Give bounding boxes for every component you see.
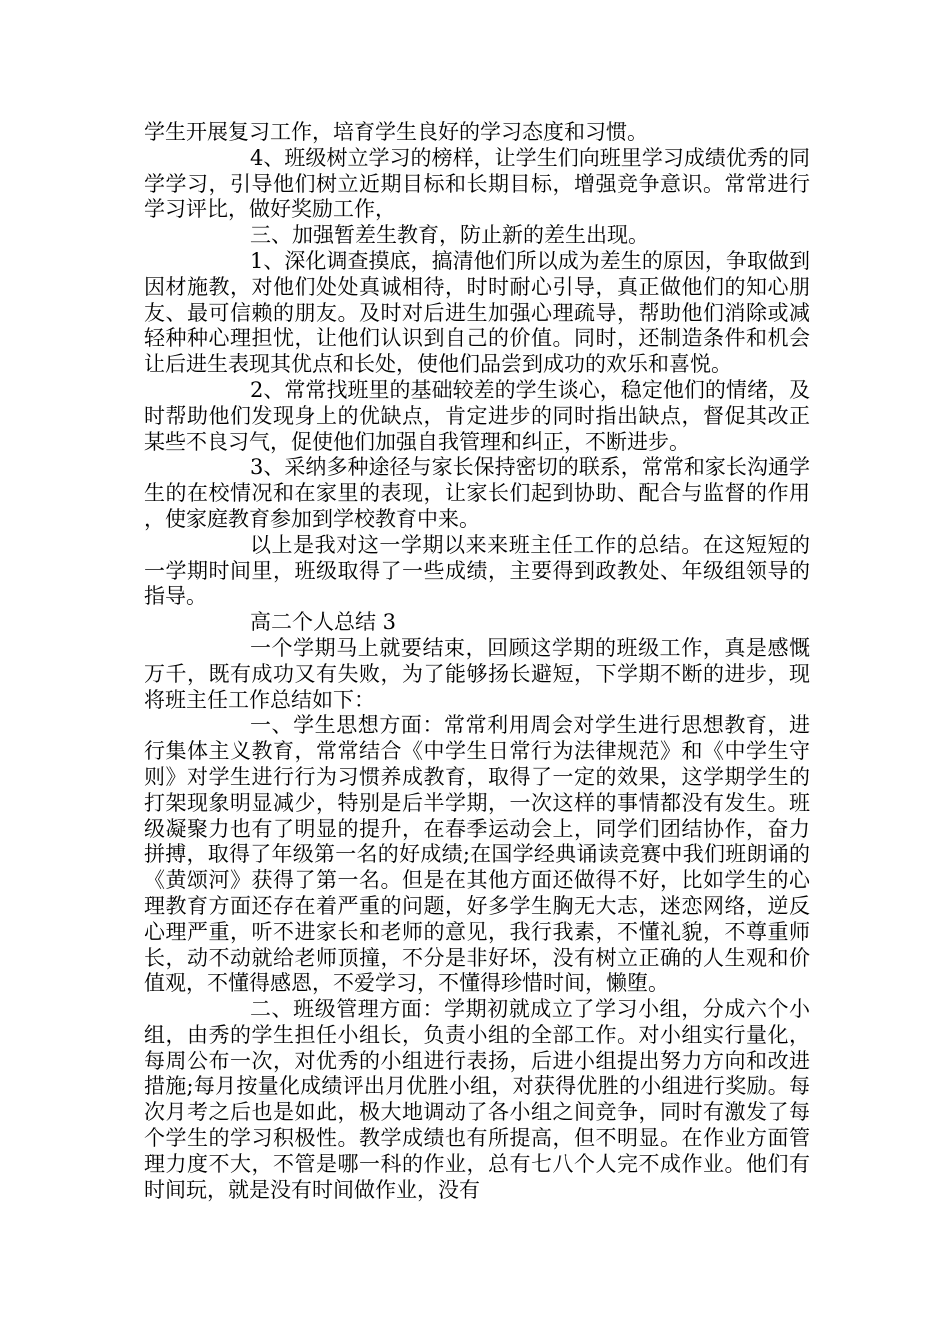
paragraph-class-management: 二、班级管理方面：学期初就成立了学习小组，分成六个小组，由秀的学生担任小组长，负责小组的全部工作。对小组实行量化，每周公布一次，对优秀的小组进行表扬，后进小组提出努力方向和改进措施;每月按量化成绩评出月优胜小组，对获得优胜的小组进行奖励。每次月考之后也是如此，极大地调动了各小组之间竞争，同时有激发了每个学生的学习积极性。教学成绩也有所提高，但不明显。在作业方面管理力度不大，不管是哪一科的作业，总有七八个人完不成作业。他们有时间玩，就是没有时间做作业，没有	[144, 997, 810, 1202]
paragraph-intro: 一个学期马上就要结束，回顾这学期的班级工作，真是感慨万千，既有成功又有失败，为了能够扬长避短，下学期不断的进步，现将班主任工作总结如下：	[144, 635, 810, 712]
document-page	[144, 120, 810, 1203]
paragraph-item-4-role-model: 4、班级树立学习的榜样，让学生们向班里学习成绩优秀的同学学习，引导他们树立近期目标和长期目标，增强竞争意识。常常进行学习评比，做好奖励工作，	[144, 145, 810, 222]
paragraph-review-work: 学生开展复习工作，培育学生良好的学习态度和习惯。	[144, 120, 648, 144]
heading-section-3: 三、加强暂差生教育，防止新的差生出现。	[250, 223, 649, 248]
paragraph-conclusion: 以上是我对这一学期以来来班主任工作的总结。在这短短的一学期时间里，班级取得了一些成绩，主要得到政教处、年级组领导的指导。	[144, 532, 810, 609]
paragraph-item-3-parents: 3、采纳多种途径与家长保持密切的联系，常常和家长沟通学生的在校情况和在家里的表现，让家长们起到协助、配合与监督的作用，使家庭教育参加到学校教育中来。	[144, 455, 810, 531]
section-title-summary-3: 高二个人总结 3	[250, 610, 397, 635]
paragraph-item-1-investigation: 1、深化调查摸底，搞清他们所以成为差生的原因，争取做到因材施教，对他们处处真诚相待，时时耐心引导，真正做他们的知心朋友、最可信赖的朋友。及时对后进生加强心理疏导，帮助他们消除或减轻种种心理担忧，让他们认识到自己的价值。同时，还制造条件和机会让后进生表现其优点和长处，使他们品尝到成功的欢乐和喜悦。	[144, 248, 810, 377]
paragraph-thought-aspect: 一、学生思想方面：常常利用周会对学生进行思想教育，进行集体主义教育，常常结合《中学生日常行为法律规范》和《中学生守则》对学生进行行为习惯养成教育，取得了一定的效果，这学期学生的打架现象明显减少，特别是后半学期，一次这样的事情都没有发生。班级凝聚力也有了明显的提升，在春季运动会上，同学们团结协作，奋力拼搏，取得了年级第一名的好成绩;在国学经典诵读竞赛中我们班朗诵的《黄颂河》获得了第一名。但是在其他方面还做得不好，比如学生的心理教育方面还存在着严重的问题，好多学生胸无大志，迷恋网络，逆反心理严重，听不进家长和老师的意见，我行我素，不懂礼貌，不尊重师长，动不动就给老师顶撞，不分是非好坏，没有树立正确的人生观和价值观，不懂得感恩，不爱学习，不懂得珍惜时间，懒堕。	[144, 713, 810, 996]
paragraph-item-2-talk: 2、常常找班里的基础较差的学生谈心，稳定他们的情绪，及时帮助他们发现身上的优缺点，肯定进步的同时指出缺点，督促其改正某些不良习气，促使他们加强自我管理和纠正，不断进步。	[144, 377, 810, 454]
